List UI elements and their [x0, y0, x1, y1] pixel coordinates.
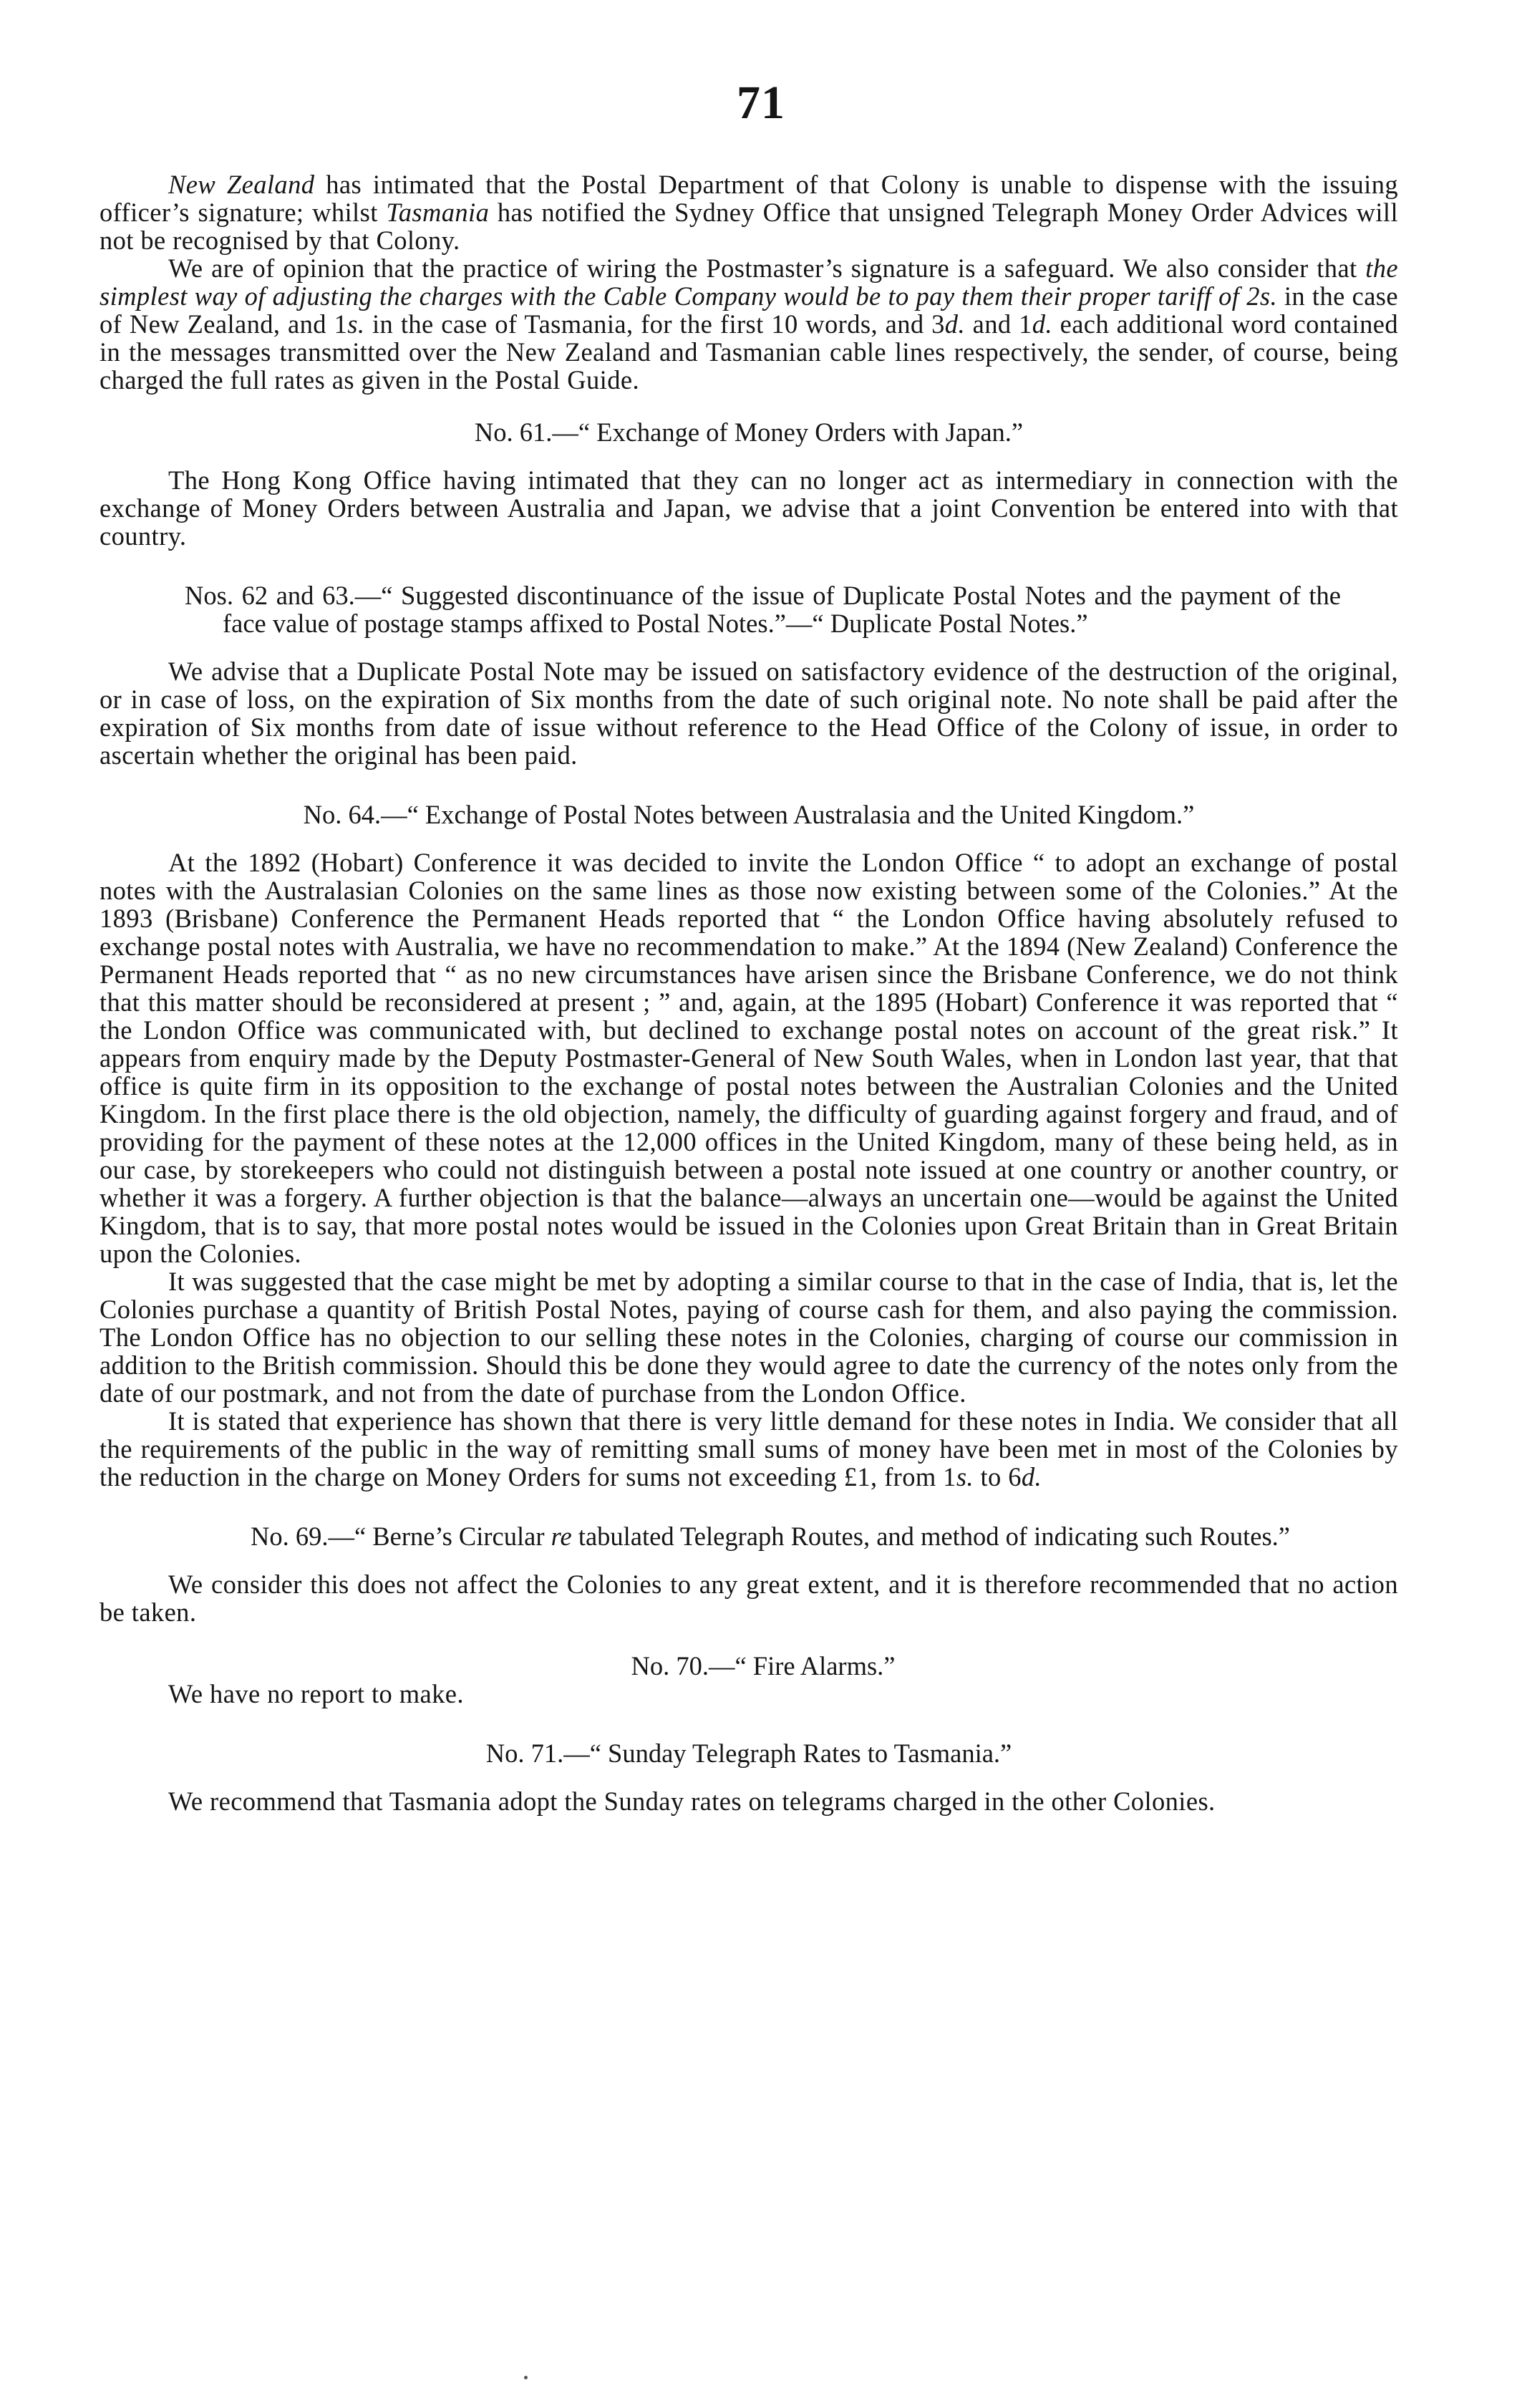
text-run-0: It is stated that experience has shown that there is very little demand for these notes in India. We consider that all the requirements of the public in the way of remitting small sums of money have been met in most of the Colonies by the reduction in the charge on Money Orders for sums not exceeding £1, from 1 [100, 1406, 1398, 1491]
no-64-paragraph-2 [100, 1267, 1398, 1407]
italic-run-2: Tasmania [386, 198, 490, 227]
section-heading-no-64: No. 64.—“ Exchange of Postal Notes between Australasia and the United Kingdom.” [303, 800, 1195, 829]
italic-run-1: the simplest way of adjusting the charges with the Cable Company would be to pay them their proper tariff of 2s. [100, 253, 1398, 311]
text-run-1: has intimated that the Postal Department of that Colony is unable to dispense with the issuing officer’s signature; whilst [100, 170, 1398, 227]
text-run-0: We consider this does not affect the Colonies to any great extent, and it is therefore recommended that no action be taken. [100, 1570, 1398, 1627]
italic-run-1: s. [956, 1462, 974, 1491]
section-heading-no-71: No. 71.—“ Sunday Telegraph Rates to Tasmania.” [485, 1739, 1012, 1768]
no-64-paragraph-1 [100, 848, 1398, 1267]
text-run-0: We recommend that Tasmania adopt the Sunday rates on telegrams charged in the other Colonies. [168, 1786, 1216, 1816]
text-run-0: It was suggested that the case might be met by adopting a similar course to that in the case of India, that is, let the Colonies purchase a quantity of British Postal Notes, paying of course cash for them, and also paying the commission. The London Office has no objection to our selling these notes in the Colonies, charging of course our commission in addition to the British commission. Should this be done they would agree to date the currency of the notes only from the date of our postmark, and not from the date of purchase from the London Office. [100, 1267, 1398, 1408]
printer-mark [524, 2376, 528, 2379]
italic-run-3: s. [347, 309, 365, 339]
section-heading-no-61: No. 61.—“ Exchange of Money Orders with Japan.” [474, 417, 1024, 447]
text-run-2: in the case of New Zealand, and 1 [100, 281, 1399, 339]
no-69-paragraph-1 [100, 1570, 1398, 1626]
no-70-paragraph-1 [100, 1680, 1398, 1708]
page-number: 71 [737, 77, 785, 129]
italic-run-1: re [551, 1522, 572, 1551]
section-heading-no-62-63: Nos. 62 and 63.—“ Suggested discontinuance of the issue of Duplicate Postal Notes and the payment of the face value of postage stamps affixed to Postal Notes.”—“ Duplicate Postal Notes.” [185, 581, 1341, 638]
text-run-4: in the case of Tasmania, for the first 10 words, and 3 [364, 309, 945, 339]
page-body [100, 170, 1398, 1815]
no-71-paragraph-1 [100, 1787, 1398, 1815]
intro-paragraph-1 [100, 170, 1398, 254]
section-heading-no-69 [100, 1522, 1398, 1550]
section-heading-no-70: No. 70.—“ Fire Alarms.” [631, 1651, 896, 1681]
text-run-0: No. 69.—“ Berne’s Circular [250, 1522, 551, 1551]
italic-run-5: d. [944, 309, 965, 339]
text-run-2: to 6 [973, 1462, 1022, 1491]
no-62-63-paragraph-1 [100, 657, 1398, 769]
text-run-0: At the 1892 (Hobart) Conference it was decided to invite the London Office “ to adopt an exchange of postal notes with the Australasian Colonies on the same lines as those now existing between some of the Colonies.” At the 1893 (Brisbane) Conference the Permanent Heads reported that “ the London Office having absolutely refused to exchange postal notes with Australia, we have no recommendation to make.” At the 1894 (New Zealand) Conference the Permanent Heads reported that “ as no new circumstances have arisen since the Brisbane Conference, we do not think that this matter should be reconsidered at present ; ” and, again, at the 1895 (Hobart) Conference it was reported that “ the London Office was communicated with, but declined to exchange postal notes on account of the great risk.” It appears from enquiry made by the Deputy Postmaster-General of New South Wales, when in London last year, that that office is quite firm in its opposition to the exchange of postal notes between the Australian Colonies and the United Kingdom. In the first place there is the old objection, namely, the difficulty of guarding against forgery and fraud, and of providing for the payment of these notes at the 12,000 offices in the United Kingdom, many of these being held, as in our case, by storekeepers who could not distinguish between a postal note issued at one country or another country, or whether it was a forgery. A further objection is that the balance—always an uncertain one—would be against the United Kingdom, that is to say, that more postal notes would be issued in the Colonies upon Great Britain than in Great Britain upon the Colonies. [100, 848, 1398, 1268]
text-run-6: and 1 [964, 309, 1032, 339]
text-run-0: The Hong Kong Office having intimated that they can no longer act as intermediary in connection with the exchange of Money Orders between Australia and Japan, we advise that a joint Convention be entered into with that country. [100, 465, 1398, 551]
italic-run-3: d. [1021, 1462, 1042, 1491]
text-run-0: We are of opinion that the practice of wiring the Postmaster’s signature is a safeguard. We also consider that [168, 253, 1366, 283]
intro-paragraph-2 [100, 254, 1398, 394]
italic-run-7: d. [1032, 309, 1052, 339]
italic-run-0: New Zealand [168, 170, 315, 199]
text-run-2: tabulated Telegraph Routes, and method of indicating such Routes.” [571, 1522, 1291, 1551]
text-run-0: We advise that a Duplicate Postal Note may be issued on satisfactory evidence of the destruction of the original, or in case of loss, on the expiration of Six months from the date of such original note. No note shall be paid after the expiration of Six months from date of issue without reference to the Head Office of the Colony of issue, in order to ascertain whether the original has been paid. [100, 657, 1398, 770]
no-64-paragraph-3 [100, 1407, 1398, 1491]
text-run-8: each additional word contained in the messages transmitted over the New Zealand and Tasmanian cable lines respectively, the sender, of course, being charged the full rates as given in the Postal Guide. [100, 309, 1398, 395]
no-61-paragraph-1 [100, 466, 1398, 550]
text-run-0: We have no report to make. [168, 1679, 464, 1708]
text-run-3: has notified the Sydney Office that unsigned Telegraph Money Order Advices will not be recognised by that Colony. [100, 198, 1399, 255]
